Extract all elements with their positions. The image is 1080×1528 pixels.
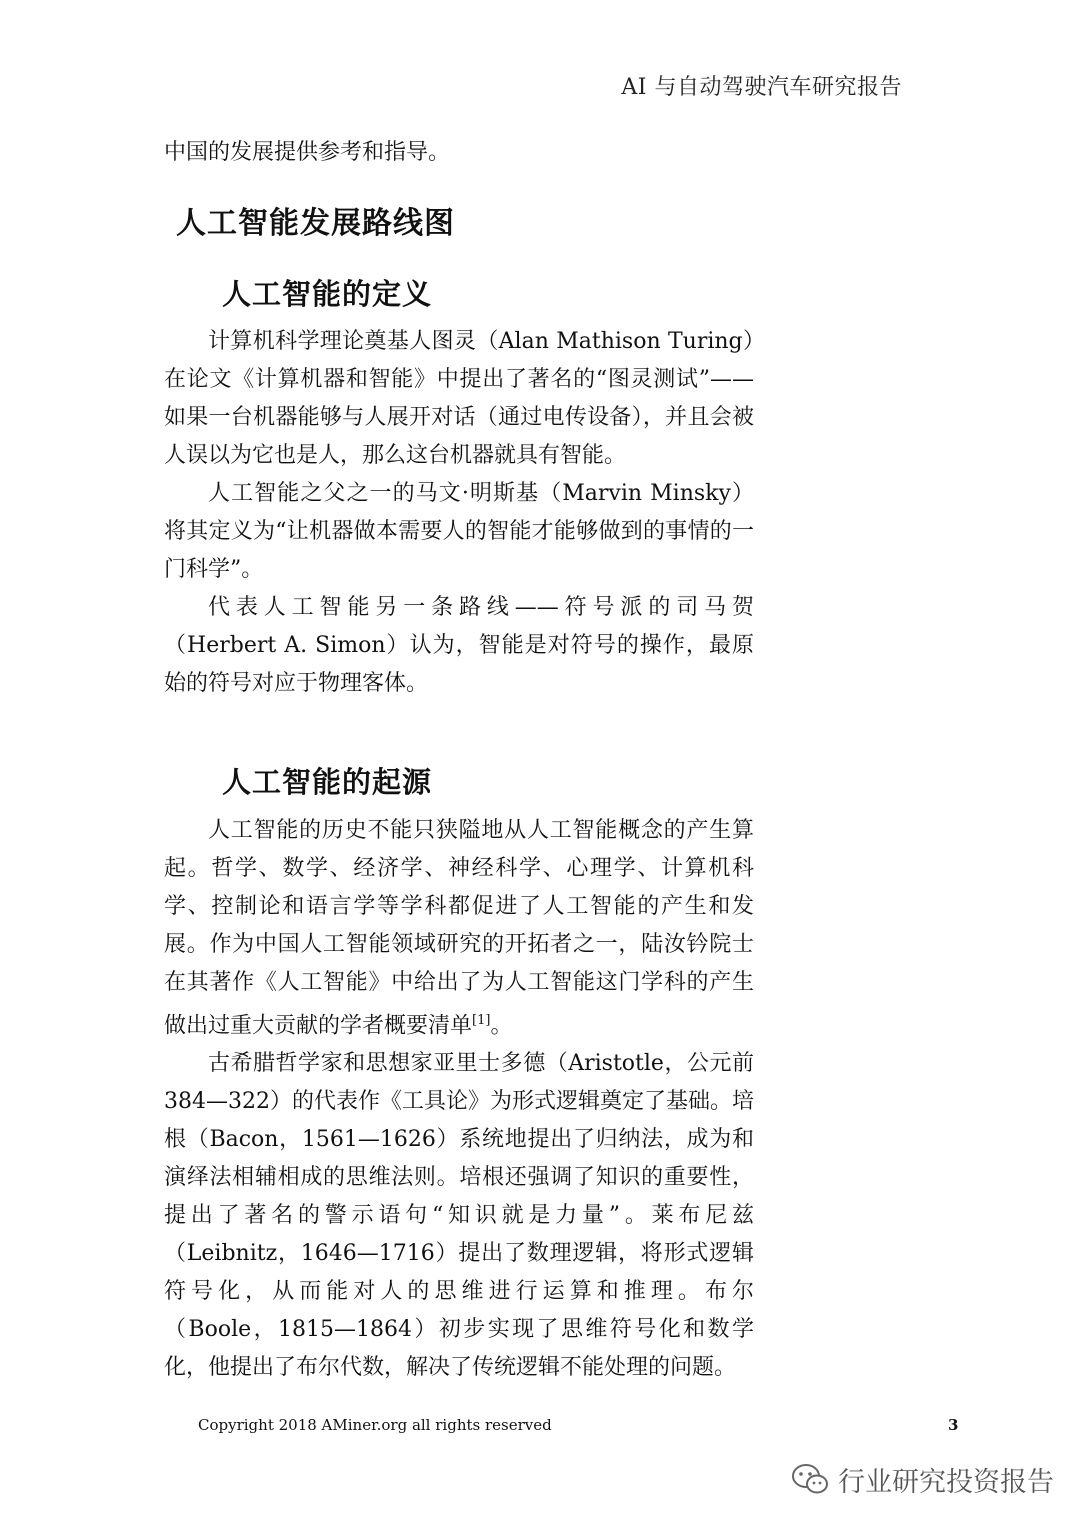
origin-paragraph-text: 人工智能的历史不能只狭隘地从人工智能概念的产生算起。哲学、数学、经济学、神经科学、心理学、计算机科学、控制论和语言学等学科都促进了人工智能的产生和发展。作为中国人工智能领域研究的开拓者之一，陆汝钤院士在其著作《人工智能》中给出了为人工智能这门学科的产生做出过重大贡献的学者概要清单 (164, 818, 754, 1039)
origin-paragraph: 古希腊哲学家和思想家亚里士多德（Aristotle，公元前384—322）的代表作《工具论》为形式逻辑奠定了基础。培根（Bacon，1561—1626）系统地提出了归纳法，成为和演绎法相辅相成的思维法则。培根还强调了知识的重要性，提出了著名的警示语句“知识就是力量”。莱布尼兹（Leibnitz，1646—1716）提出了数理逻辑，将形式逻辑符号化，从而能对人的思维进行运算和推理。布尔（Boole，1815—1864）初步实现了思维符号化和数学化，他提出了布尔代数，解决了传统逻辑不能处理的问题。 (164, 1051, 754, 1381)
definition-heading: 人工智能的定义 (222, 277, 433, 311)
watermark-text: 行业研究投资报告 (838, 1467, 1054, 1498)
origin-section (164, 812, 754, 1387)
running-header: AI 与自动驾驶汽车研究报告 (621, 75, 902, 100)
wechat-icon (790, 1462, 830, 1498)
section-title: 人工智能发展路线图 (176, 206, 455, 241)
copyright-notice: Copyright 2018 AMiner.org all rights reserved (198, 1416, 552, 1434)
definition-paragraph: 代表人工智能另一条路线——符号派的司马贺（Herbert A. Simon）认为，智能是对符号的操作，最原始的符号对应于物理客体。 (164, 595, 754, 696)
definition-paragraph: 人工智能之父之一的马文·明斯基（Marvin Minsky）将其定义为“让机器做本需要人的智能才能够做到的事情的一门科学”。 (164, 481, 754, 582)
page-number: 3 (948, 1416, 959, 1434)
lead-text: 中国的发展提供参考和指导。 (164, 140, 451, 165)
watermark (790, 1460, 1054, 1499)
origin-heading: 人工智能的起源 (222, 765, 433, 799)
citation-ref[interactable]: [1] (472, 1013, 491, 1028)
definition-paragraph: 计算机科学理论奠基人图灵（Alan Mathison Turing）在论文《计算机器和智能》中提出了著名的“图灵测试”——如果一台机器能够与人展开对话（通过电传设备），并且会被人误以为它也是人，那么这台机器就具有智能。 (164, 329, 754, 468)
origin-paragraph (164, 812, 754, 1045)
definition-section (164, 323, 754, 703)
origin-paragraph-end: 。 (490, 1013, 513, 1039)
